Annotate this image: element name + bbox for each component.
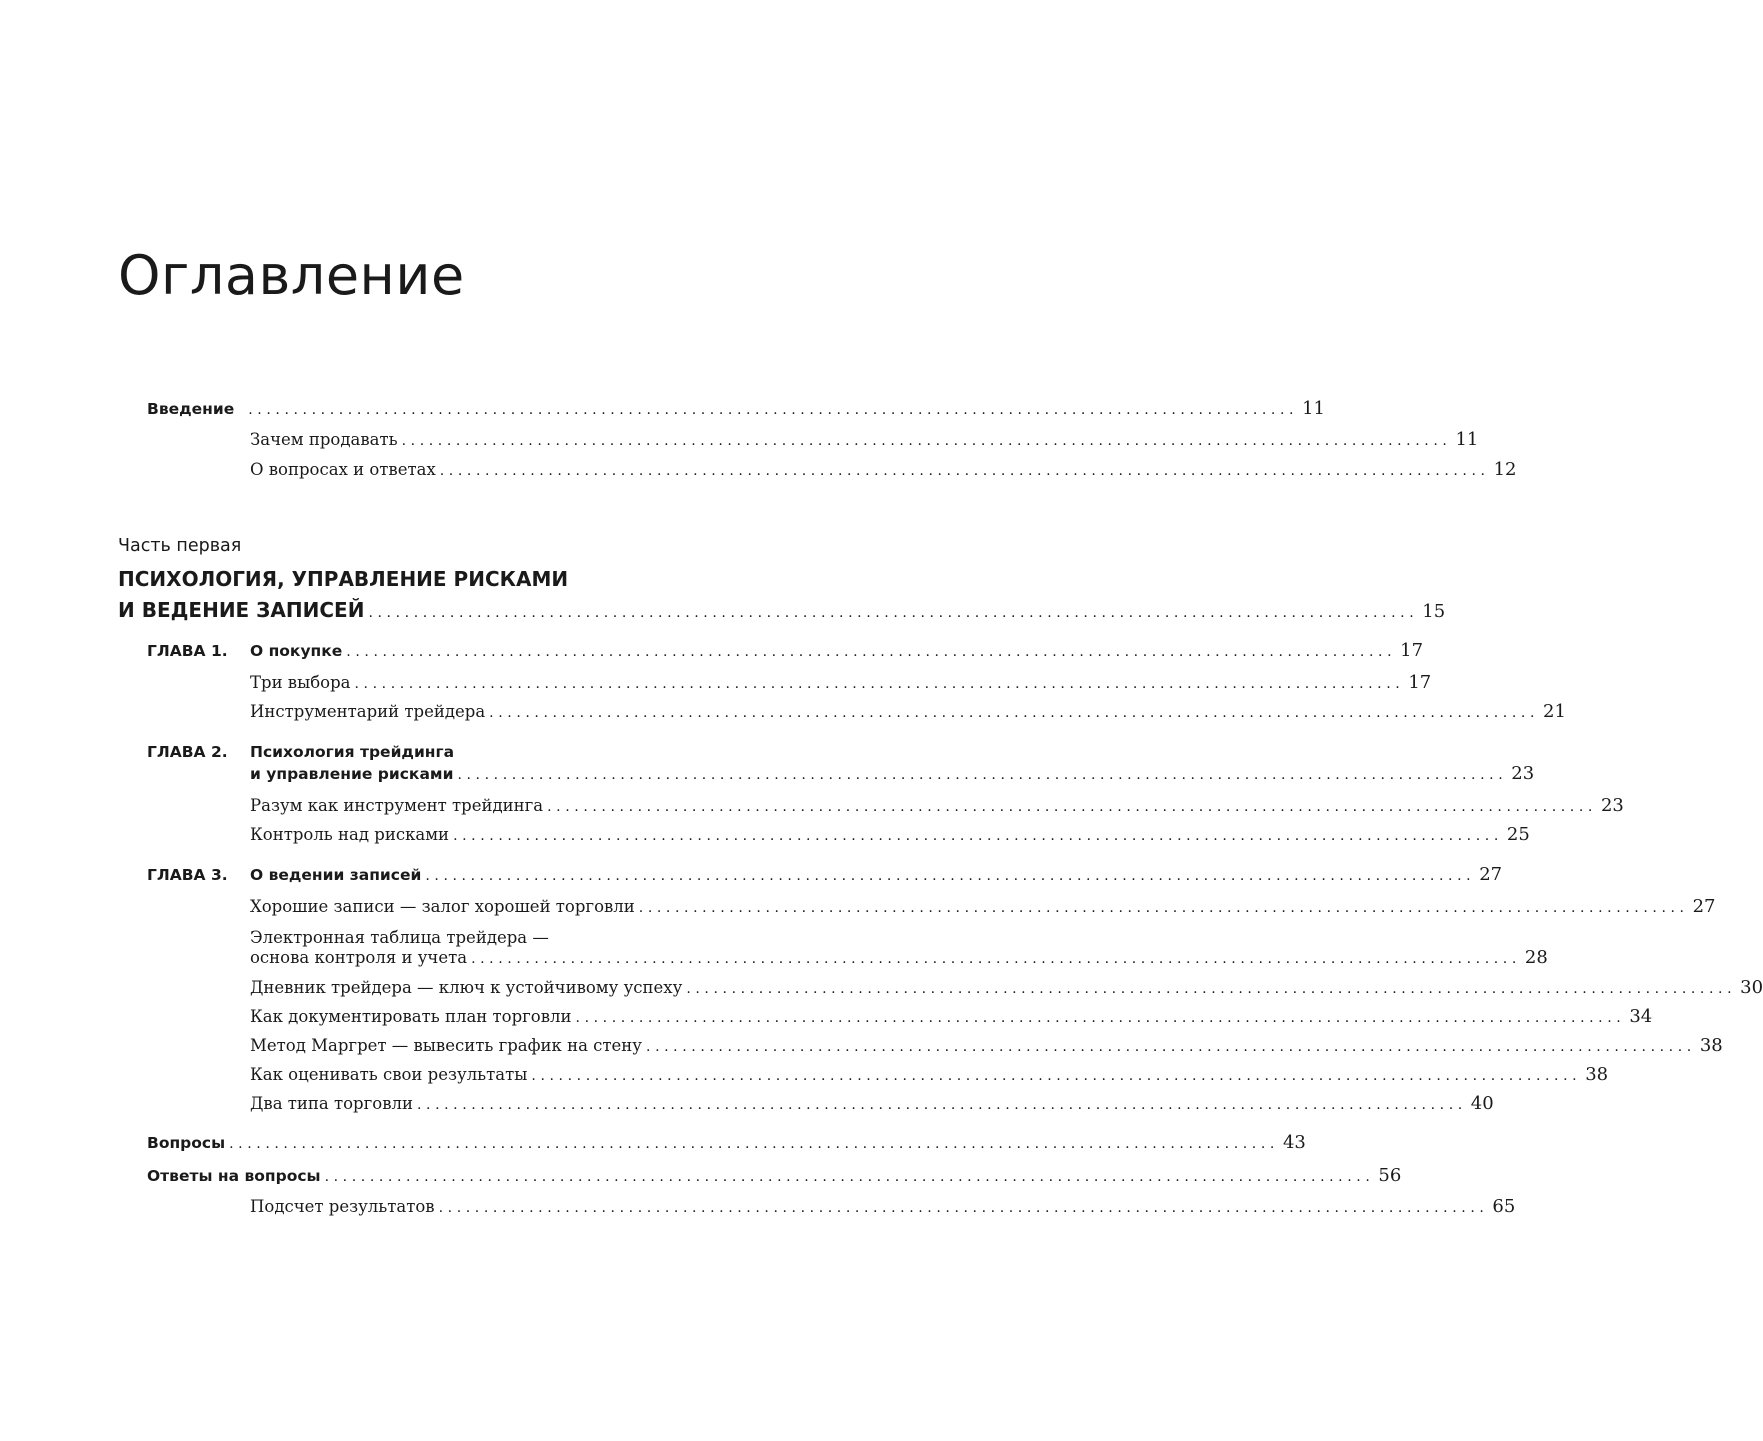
toc-entry[interactable] [250, 795, 1624, 816]
page-number: 65 [1492, 1196, 1516, 1217]
toc-entry-label: Метод Маргрет — вывесить график на стену [250, 1036, 643, 1055]
page-number: 17 [1408, 672, 1432, 693]
page-number: 23 [1511, 763, 1535, 784]
toc-entry-label: Введение [147, 400, 235, 418]
dot-leader: .................................................................................................................... [354, 676, 1405, 692]
toc-entry-part-one[interactable] [118, 598, 1446, 622]
page-number: 40 [1470, 1093, 1494, 1114]
dot-leader: .................................................................................................................... [368, 605, 1419, 621]
toc-entry[interactable] [250, 1006, 1653, 1027]
toc-entry-label: Подсчет результатов [250, 1197, 435, 1216]
dot-leader: .................................................................................................................... [324, 1169, 1375, 1185]
toc-entry[interactable] [250, 672, 1432, 693]
page-number: 21 [1543, 701, 1566, 722]
page-number: 25 [1506, 824, 1530, 845]
toc-entry[interactable] [250, 701, 1566, 722]
dot-leader: .................................................................................................................... [531, 1068, 1582, 1084]
toc-entry-label: Как документировать план торговли [250, 1007, 572, 1026]
part-title[interactable]: ПСИХОЛОГИЯ, УПРАВЛЕНИЕ РИСКАМИ [118, 567, 569, 591]
dot-leader: .................................................................................................................... [686, 981, 1737, 997]
toc-entry-questions[interactable] [147, 1132, 1306, 1153]
toc-entry-label: Инструментарий трейдера [250, 702, 486, 721]
page-number: 56 [1378, 1165, 1402, 1186]
toc-entry[interactable] [250, 896, 1716, 917]
toc-entry-label: Контроль над рисками [250, 825, 450, 844]
chapter-title: О ведении записей [250, 866, 422, 884]
toc-entry-chapter-1[interactable] [250, 640, 1424, 661]
toc-entry[interactable] [250, 1064, 1609, 1085]
toc-entry-label: Ответы на вопросы [147, 1167, 321, 1185]
toc-entry[interactable] [250, 824, 1530, 845]
dot-leader: .................................................................................................................... [471, 951, 1521, 967]
dot-leader: .................................................................................................................... [248, 402, 1299, 418]
toc-entry-label: О вопросах и ответах [250, 460, 436, 479]
page-number: 43 [1282, 1132, 1306, 1153]
page-number: 38 [1585, 1064, 1609, 1085]
dot-leader: .................................................................................................................... [453, 828, 1503, 844]
chapter-title[interactable]: Психология трейдинга [250, 743, 455, 761]
dot-leader: .................................................................................................................... [575, 1010, 1626, 1026]
page-title: Оглавление [118, 244, 465, 307]
toc-entry-label: Разум как инструмент трейдинга [250, 796, 544, 815]
page-number: 15 [1422, 601, 1446, 622]
dot-leader: .................................................................................................................... [346, 644, 1397, 660]
dot-leader: .................................................................................................................... [646, 1039, 1696, 1055]
toc-entry-label: Хорошие записи — залог хорошей торговли [250, 897, 635, 916]
toc-entry-label: Два типа торговли [250, 1094, 413, 1113]
chapter-number: ГЛАВА 3. [147, 866, 228, 884]
toc-entry-label: Три выбора [250, 673, 351, 692]
page-number: 17 [1400, 640, 1424, 661]
toc-entry-label-line2: основа контроля и учета [250, 948, 468, 967]
page-number: 23 [1600, 795, 1624, 816]
page-number: 11 [1302, 398, 1325, 419]
toc-entry-answers[interactable] [147, 1165, 1402, 1186]
chapter-title: О покупке [250, 642, 343, 660]
chapter-title-line2: и управление рисками [250, 765, 454, 783]
chapter-number: ГЛАВА 1. [147, 642, 228, 660]
dot-leader: .................................................................................................................... [547, 799, 1597, 815]
page-number: 34 [1629, 1006, 1653, 1027]
toc-entry[interactable] [250, 459, 1517, 480]
toc-entry-label: Зачем продавать [250, 430, 398, 449]
toc-entry-chapter-2[interactable] [250, 763, 1535, 784]
part-kicker: Часть первая [118, 536, 242, 556]
toc-entry-label: Дневник трейдера — ключ к устойчивому успеху [250, 978, 683, 997]
part-title-line2: И ВЕДЕНИЕ ЗАПИСЕЙ [118, 598, 365, 622]
dot-leader: .................................................................................................................... [438, 1200, 1489, 1216]
page-number: 12 [1493, 459, 1517, 480]
toc-entry[interactable] [250, 1035, 1723, 1056]
toc-entry[interactable] [250, 947, 1548, 968]
toc-entry-chapter-3[interactable] [250, 864, 1503, 885]
chapter-number: ГЛАВА 2. [147, 743, 228, 761]
dot-leader: .................................................................................................................... [489, 705, 1539, 721]
toc-entry[interactable] [250, 1093, 1494, 1114]
page-number: 28 [1524, 947, 1548, 968]
toc-entry-label: Как оценивать свои результаты [250, 1065, 528, 1084]
toc-entry[interactable] [250, 1196, 1516, 1217]
dot-leader: .................................................................................................................... [229, 1136, 1279, 1152]
page-number: 27 [1479, 864, 1503, 885]
page-number: 38 [1699, 1035, 1723, 1056]
dot-leader: .................................................................................................................... [425, 868, 1476, 884]
toc-entry-introduction[interactable] [147, 398, 1325, 419]
toc-entry[interactable] [250, 429, 1479, 450]
page-number: 30 [1740, 977, 1763, 998]
dot-leader: .................................................................................................................... [416, 1097, 1467, 1113]
page-number: 11 [1455, 429, 1479, 450]
toc-entry[interactable] [250, 977, 1763, 998]
toc-entry-label: Вопросы [147, 1134, 226, 1152]
dot-leader: .................................................................................................................... [638, 900, 1689, 916]
dot-leader: .................................................................................................................... [439, 463, 1490, 479]
page-number: 27 [1692, 896, 1716, 917]
toc-entry-label[interactable]: Электронная таблица трейдера — [250, 928, 549, 947]
dot-leader: .................................................................................................................... [401, 433, 1452, 449]
dot-leader: .................................................................................................................... [457, 767, 1508, 783]
